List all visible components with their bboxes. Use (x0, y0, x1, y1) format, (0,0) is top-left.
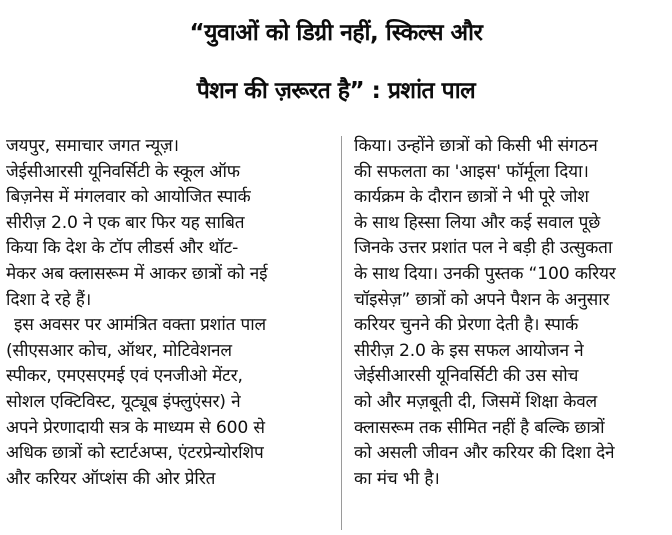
article-line: करियर चुनने की प्रेरणा देती है। स्पार्क (354, 315, 579, 336)
column-divider (341, 136, 342, 530)
article-line: जेईसीआरसी यूनिवर्सिटी के स्कूल ऑफ (6, 161, 240, 182)
headline-line-2: पैशन की ज़रूरत है” : प्रशांत पाल (196, 78, 476, 104)
article-line: (सीएसआर कोच, ऑथर, मोटिवेशनल (6, 340, 232, 361)
article-column-right (354, 134, 666, 492)
headline-line-1: “युवाओं को डिग्री नहीं, स्किल्स और (189, 20, 483, 46)
article-line: और करियर ऑप्शंस की ओर प्रेरित (6, 468, 216, 489)
headline (0, 4, 672, 120)
article-line: किया। उन्होंने छात्रों को किसी भी संगठन (354, 136, 598, 156)
article-line: सीरीज़ 2.0 ने एक बार फिर यह साबित (6, 212, 245, 233)
article-line: अपने प्रेरणादायी सत्र के माध्यम से 600 से (6, 417, 265, 438)
article-line: क्लासरूम तक सीमित नहीं है बल्कि छात्रों (354, 417, 605, 438)
article-line: दिशा दे रहे हैं। (6, 289, 92, 310)
article-line: का मंच भी है। (354, 468, 440, 489)
article-line: मेकर अब क्लासरूम में आकर छात्रों को नई (6, 263, 268, 284)
article-line: अधिक छात्रों को स्टार्टअप्स, एंटरप्रेन्योरशिप (6, 443, 264, 464)
article-body (6, 134, 668, 534)
article-line: की सफलता का 'आइस' फॉर्मूला दिया। (354, 161, 589, 182)
article-line: जेईसीआरसी यूनिवर्सिटी की उस सोच (354, 366, 579, 387)
article-line: सोशल एक्टिविस्ट, यूट्यूब इंफ्लुएंसर) ने (6, 391, 241, 412)
article-line: जयपुर, समाचार जगत न्यूज़। (6, 136, 179, 156)
article-line: सीरीज़ 2.0 के इस सफल आयोजन ने (354, 340, 584, 361)
article-line: बिज़नेस में मंगलवार को आयोजित स्पार्क (6, 187, 251, 208)
article-line: किया कि देश के टॉप लीडर्स और थॉट- (6, 238, 239, 259)
article-line: कार्यक्रम के दौरान छात्रों ने भी पूरे जोश (354, 187, 589, 208)
article-line: स्पीकर, एमएसएमई एवं एनजीओ मेंटर, (6, 366, 243, 387)
article-line: के साथ दिया। उनकी पुस्तक “100 करियर (354, 263, 616, 284)
article-line: चॉइसेज़” छात्रों को अपने पैशन के अनुसार (354, 289, 610, 310)
article-line: इस अवसर पर आमंत्रित वक्ता प्रशांत पाल (14, 315, 266, 336)
article-column-left (6, 134, 326, 492)
article-line: के साथ हिस्सा लिया और कई सवाल पूछे (354, 212, 601, 233)
article-line: को असली जीवन और करियर की दिशा देने (354, 443, 615, 464)
article-line: जिनके उत्तर प्रशांत पल ने बड़ी ही उत्सुकता (354, 238, 613, 259)
article-line: को और मज़बूती दी, जिसमें शिक्षा केवल (354, 391, 598, 412)
